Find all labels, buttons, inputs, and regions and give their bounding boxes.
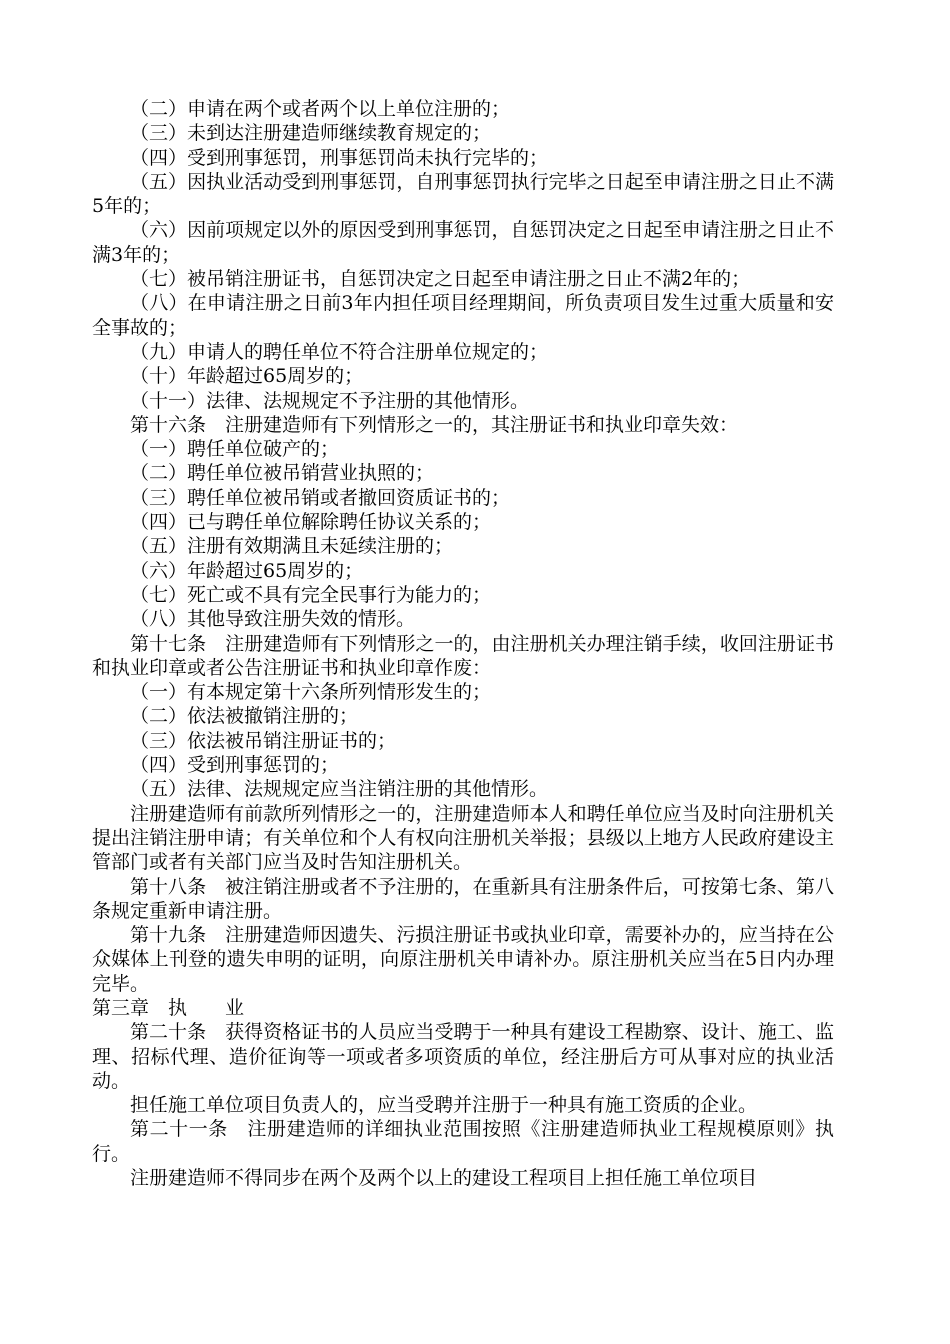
paragraph: （四）已与聘任单位解除聘任协议关系的； <box>130 511 492 534</box>
paragraph: （二）依法被撤销注册的； <box>130 705 359 728</box>
paragraph: （九）申请人的聘任单位不符合注册单位规定的； <box>130 340 549 363</box>
paragraph: （八）在申请注册之日前3年内担任项目经理期间，所负责项目发生过重大质量和安全事故的； <box>92 292 834 339</box>
paragraph: （八）其他导致注册失效的情形。 <box>130 608 416 631</box>
paragraph: （一）聘任单位破产的； <box>130 438 340 461</box>
paragraph: （三）聘任单位被吊销或者撤回资质证书的； <box>130 486 511 509</box>
paragraph: 第十七条 注册建造师有下列情形之一的，由注册机关办理注销手续，收回注册证书和执业印章或者公告注册证书和执业印章作废： <box>92 632 834 679</box>
paragraph: 第十八条 被注销注册或者不予注册的，在重新具有注册条件后，可按第七条、第八条规定重新申请注册。 <box>92 875 834 922</box>
paragraph: 注册建造师有前款所列情形之一的，注册建造师本人和聘任单位应当及时向注册机关提出注销注册申请；有关单位和个人有权向注册机关举报；县级以上地方人民政府建设主管部门或者有关部门应当及时告知注册机关。 <box>92 802 834 874</box>
paragraph: （四）受到刑事惩罚，刑事惩罚尚未执行完毕的； <box>130 146 549 169</box>
paragraph: （二）申请在两个或者两个以上单位注册的； <box>130 98 511 120</box>
paragraph: （五）注册有效期满且未延续注册的； <box>130 535 454 558</box>
paragraph: （五）因执业活动受到刑事惩罚，自刑事惩罚执行完毕之日起至申请注册之日止不满5年的； <box>92 170 834 218</box>
paragraph: （七）被吊销注册证书，自惩罚决定之日起至申请注册之日止不满2年的； <box>130 268 751 291</box>
paragraph: （三）依法被吊销注册证书的； <box>130 729 397 752</box>
paragraph: （七）死亡或不具有完全民事行为能力的； <box>130 583 492 606</box>
paragraph: 第二十条 获得资格证书的人员应当受聘于一种具有建设工程勘察、设计、施工、监理、招标代理、造价征询等一项或者多项资质的单位，经注册后方可从事对应的执业活动。 <box>92 1021 834 1092</box>
paragraph: （六）因前项规定以外的原因受到刑事惩罚，自惩罚决定之日起至申请注册之日止不满3年的； <box>92 219 834 266</box>
document-body <box>92 97 834 1190</box>
paragraph: 第二十一条 注册建造师的详细执业范围按照《注册建造师执业工程规模原则》执行。 <box>92 1118 834 1165</box>
paragraph: 第十九条 注册建造师因遗失、污损注册证书或执业印章，需要补办的，应当持在公众媒体上刊登的遗失申明的证明，向原注册机关申请补办。原注册机关应当在5日内办理完毕。 <box>92 924 834 995</box>
paragraph: 注册建造师不得同步在两个及两个以上的建设工程项目上担任施工单位项目 <box>130 1167 758 1190</box>
paragraph: （五）法律、法规规定应当注销注册的其他情形。 <box>130 778 549 801</box>
paragraph: （一）有本规定第十六条所列情形发生的； <box>130 681 492 704</box>
paragraph: （四）受到刑事惩罚的； <box>130 754 340 777</box>
chapter-heading: 第三章 执 业 <box>92 996 245 1019</box>
paragraph: 担任施工单位项目负责人的，应当受聘并注册于一种具有施工资质的企业。 <box>130 1094 758 1117</box>
paragraph: （三）未到达注册建造师继续教育规定的； <box>130 122 492 145</box>
paragraph: （十）年龄超过65周岁的； <box>130 365 364 388</box>
paragraph: （六）年龄超过65周岁的； <box>130 559 364 582</box>
paragraph: （十一）法律、法规规定不予注册的其他情形。 <box>130 389 530 412</box>
paragraph: 第十六条 注册建造师有下列情形之一的，其注册证书和执业印章失效： <box>130 413 739 436</box>
paragraph: （二）聘任单位被吊销营业执照的； <box>130 462 435 485</box>
